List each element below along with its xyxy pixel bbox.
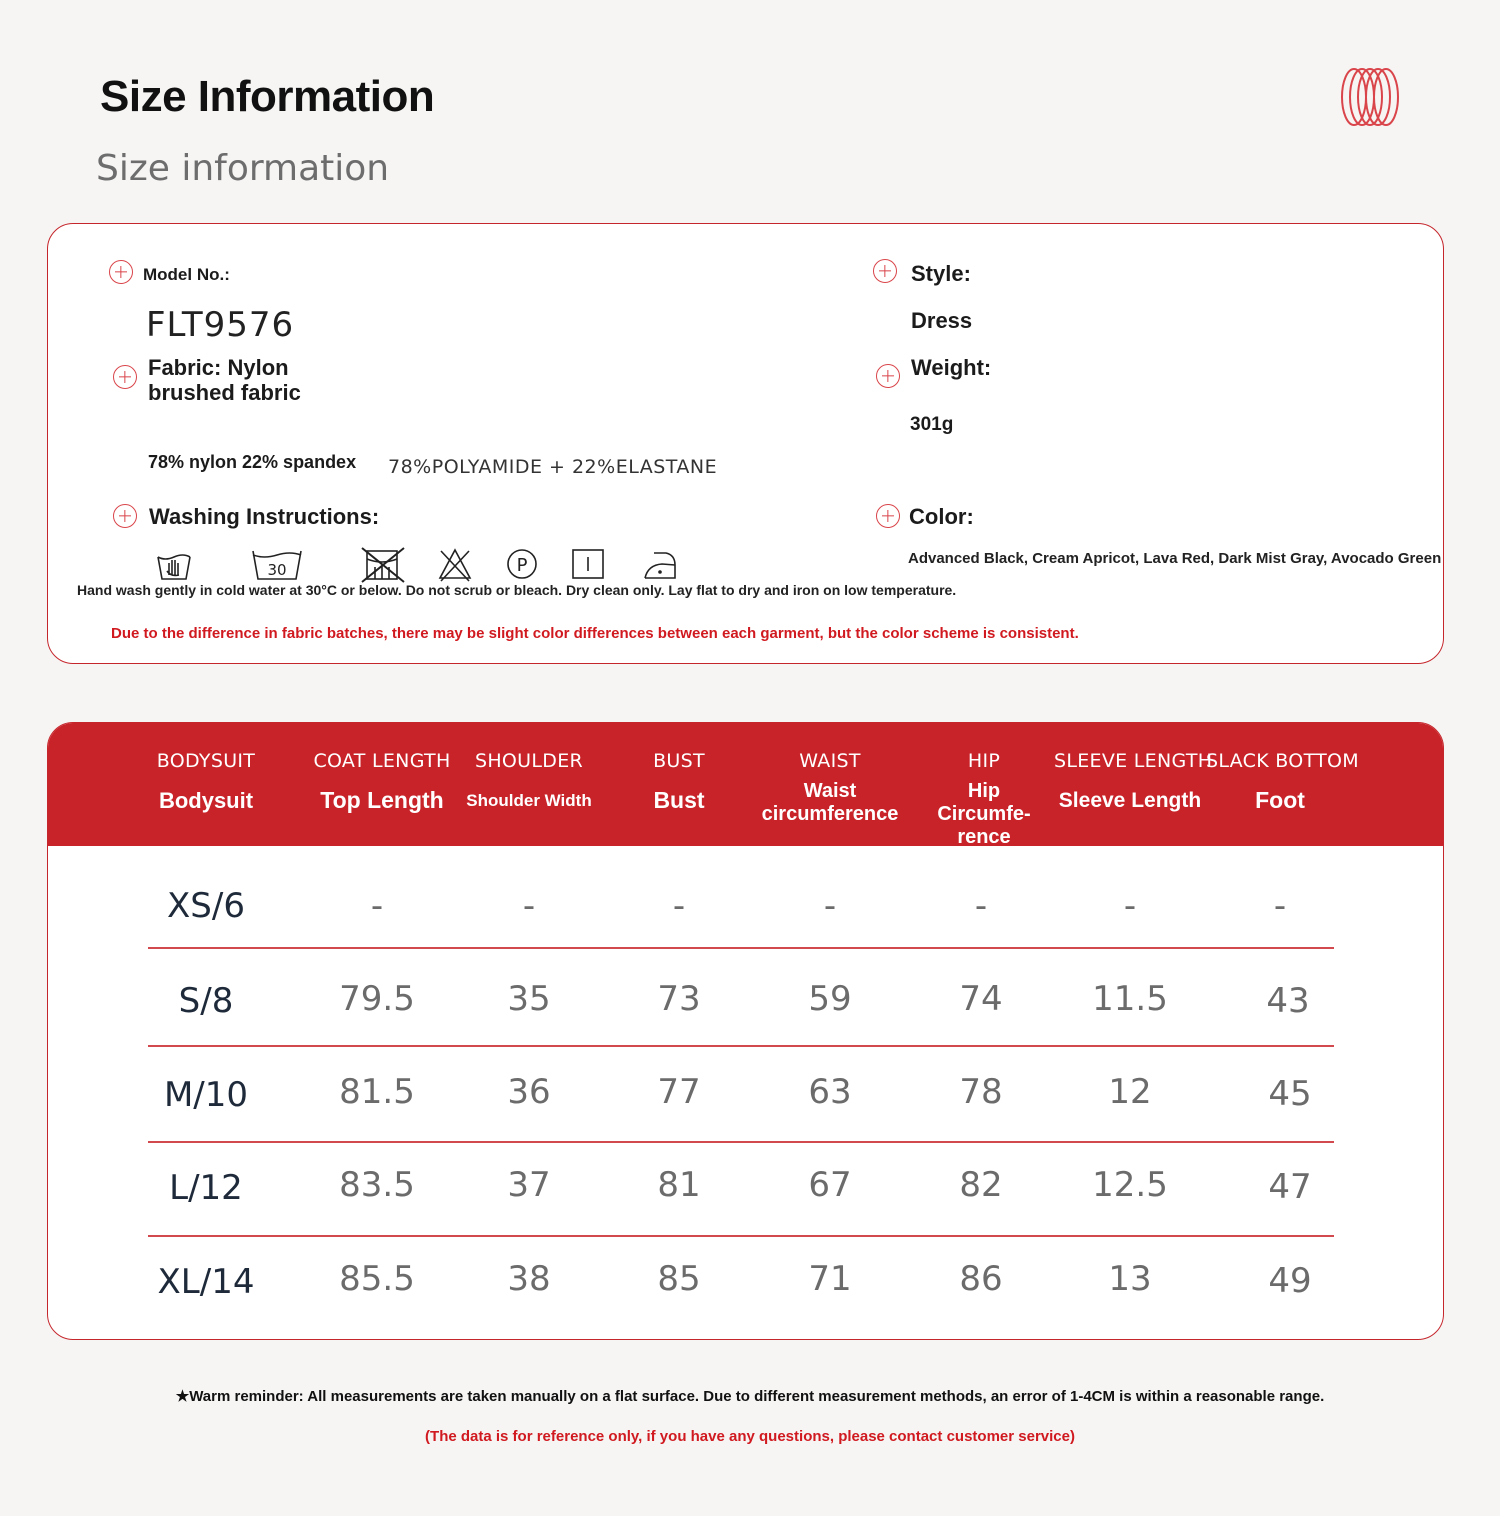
svg-text:30: 30 [267,561,287,579]
column-header-shoulder: SHOULDER Shoulder Width [466,750,592,810]
page-subtitle: Size information [96,148,390,189]
do-not-tumble-dry-icon [360,545,406,583]
row-divider [148,947,1334,949]
table-cell: 79.5 [339,979,415,1019]
table-cell: 45 [1268,1074,1312,1114]
size-label: XS/6 [167,886,245,926]
table-cell: 59 [808,979,852,1019]
table-cell: 86 [959,1259,1003,1299]
table-cell: - [1273,886,1287,926]
table-cell: 12.5 [1092,1165,1168,1205]
size-label: L/12 [169,1168,243,1208]
table-cell: 47 [1268,1167,1312,1207]
column-header-slack-bottom: SLACK BOTTOM Foot [1206,750,1359,813]
model-value: FLT9576 [146,305,295,345]
size-label: M/10 [163,1075,249,1115]
svg-text:P: P [516,555,528,576]
color-label: Color: [909,504,974,529]
style-value: Dress [911,308,973,333]
table-cell: 85 [657,1259,701,1299]
table-cell: 83.5 [339,1165,415,1205]
table-cell: 38 [507,1259,551,1299]
washing-label: Washing Instructions: [149,504,380,529]
weight-label: Weight: [911,355,992,380]
fabric-line-2: brushed fabric [148,380,301,405]
column-header-hip: HIP Hip Circumfe- rence [937,750,1031,848]
table-cell: 37 [507,1165,551,1205]
table-cell: - [522,886,536,926]
table-cell: 85.5 [339,1259,415,1299]
line-dry-icon [570,545,606,583]
table-cell: 82 [959,1165,1003,1205]
plus-circle-icon [873,259,897,283]
size-table [47,722,1444,1340]
table-cell: 81.5 [339,1072,415,1112]
table-cell: 81 [657,1165,701,1205]
table-cell: - [974,886,988,926]
model-label: Model No.: [143,265,230,284]
size-table-header [48,723,1443,846]
size-label: S/8 [178,981,234,1021]
table-cell: 13 [1108,1259,1152,1299]
table-cell: - [672,886,686,926]
style-label: Style: [911,261,971,286]
table-cell: 77 [657,1072,701,1112]
table-cell: 43 [1266,981,1310,1021]
measurement-reminder: ★Warm reminder: All measurements are taken manually on a flat surface. Due to different measurement methods, an error of 1-4CM is within a reasonable range. [175,1388,1325,1405]
reference-notice: (The data is for reference only, if you have any questions, please contact customer service) [425,1428,1075,1445]
fabric-line-1: Fabric: Nylon [148,355,289,380]
weight-value: 301g [910,414,954,435]
fabric-composition-en: 78%POLYAMIDE + 22%ELASTANE [388,456,718,478]
table-cell: - [823,886,837,926]
plus-circle-icon [876,504,900,528]
column-header-waist: WAIST Waist circumference [761,750,899,825]
color-value: Advanced Black, Cream Apricot, Lava Red, Dark Mist Gray, Avocado Green [908,550,1442,567]
table-cell: 78 [959,1072,1003,1112]
do-not-bleach-icon [437,545,473,583]
table-cell: 71 [808,1259,852,1299]
row-divider [148,1141,1334,1143]
table-cell: 36 [507,1072,551,1112]
table-cell: - [1123,886,1137,926]
wash-30-icon [250,545,304,583]
table-cell: 74 [959,979,1003,1019]
plus-circle-icon [109,260,133,284]
table-cell: 12 [1108,1072,1152,1112]
column-header-bodysuit: BODYSUIT Bodysuit [156,750,256,813]
table-cell: 35 [507,979,551,1019]
table-cell: 67 [808,1165,852,1205]
dry-clean-p-icon [504,545,540,583]
plus-circle-icon [113,504,137,528]
column-header-bust: BUST Bust [653,750,705,813]
table-cell: - [370,886,384,926]
hand-wash-icon [155,545,193,583]
row-divider [148,1235,1334,1237]
column-header-coat-length: COAT LENGTH Top Length [313,750,451,813]
iron-low-icon [642,545,678,583]
size-label: XL/14 [157,1262,255,1302]
color-notice: Due to the difference in fabric batches, there may be slight color differences between each garment, but the color scheme is consistent. [111,625,1079,642]
table-cell: 63 [808,1072,852,1112]
column-header-sleeve-length: SLEEVE LENGTH Sleeve Length [1054,750,1213,812]
fabric-composition: 78% nylon 22% spandex [148,452,357,472]
brand-rings-logo [1336,64,1404,130]
table-cell: 73 [657,979,701,1019]
table-cell: 49 [1268,1261,1312,1301]
row-divider [148,1045,1334,1047]
plus-circle-icon [876,364,900,388]
page-title: Size Information [100,72,435,121]
table-cell: 11.5 [1092,979,1168,1019]
washing-note: Hand wash gently in cold water at 30°C or below. Do not scrub or bleach. Dry clean only. Lay flat to dry and iron on low temperature. [77,582,957,598]
plus-circle-icon [113,365,137,389]
